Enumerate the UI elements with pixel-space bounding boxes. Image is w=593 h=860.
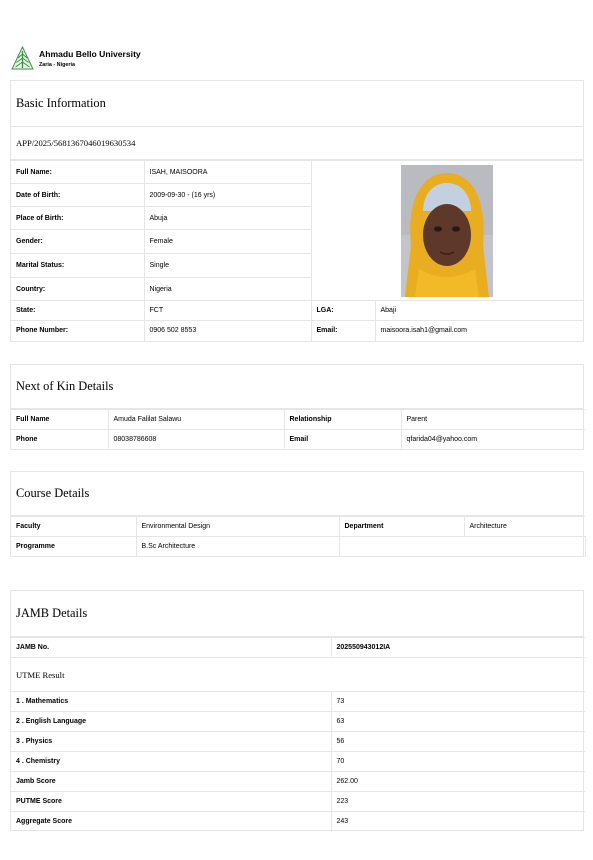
putme-score-value: 223 bbox=[331, 792, 585, 812]
jamb-score-label: Jamb Score bbox=[11, 772, 331, 792]
programme-value: B.Sc Architecture bbox=[136, 537, 339, 557]
subject-score: 70 bbox=[331, 752, 585, 772]
full-name-value: ISAH, MAISOORA bbox=[144, 161, 311, 184]
section-title: JAMB Details bbox=[11, 591, 583, 637]
subject-score: 56 bbox=[331, 732, 585, 752]
gender-label: Gender: bbox=[11, 230, 144, 254]
section-title: Course Details bbox=[11, 472, 583, 516]
putme-score-label: PUTME Score bbox=[11, 792, 331, 812]
basic-information-section bbox=[10, 80, 584, 342]
gender-value: Female bbox=[144, 230, 311, 254]
empty-cell bbox=[339, 537, 585, 557]
email-label: Email: bbox=[311, 321, 375, 341]
subject-name: 4 . Chemistry bbox=[11, 752, 331, 772]
dob-label: Date of Birth: bbox=[11, 184, 144, 207]
section-title: Basic Information bbox=[11, 81, 583, 127]
kin-phone-label: Phone bbox=[11, 430, 108, 450]
department-label: Department bbox=[339, 517, 464, 537]
lga-value: Abaji bbox=[375, 301, 583, 321]
kin-relationship-label: Relationship bbox=[284, 410, 401, 430]
subject-name: 2 . English Language bbox=[11, 712, 331, 732]
next-of-kin-table bbox=[11, 409, 585, 450]
kin-relationship-value: Parent bbox=[401, 410, 585, 430]
country-value: Nigeria bbox=[144, 278, 311, 301]
kin-name-label: Full Name bbox=[11, 410, 108, 430]
jamb-details-section bbox=[10, 590, 584, 831]
dob-value: 2009-09-30 - (16 yrs) bbox=[144, 184, 311, 207]
programme-label: Programme bbox=[11, 537, 136, 557]
jamb-score-value: 262.00 bbox=[331, 772, 585, 792]
pob-value: Abuja bbox=[144, 207, 311, 230]
marital-status-label: Marital Status: bbox=[11, 254, 144, 278]
lga-label: LGA: bbox=[311, 301, 375, 321]
page-header bbox=[11, 44, 311, 70]
section-title: Next of Kin Details bbox=[11, 365, 583, 409]
state-label: State: bbox=[11, 301, 144, 321]
marital-status-value: Single bbox=[144, 254, 311, 278]
kin-email-label: Email bbox=[284, 430, 401, 450]
kin-name-value: Amuda Falilat Salawu bbox=[108, 410, 284, 430]
subject-name: 3 . Physics bbox=[11, 732, 331, 752]
subject-score: 63 bbox=[331, 712, 585, 732]
abu-tree-logo-icon bbox=[11, 46, 34, 70]
aggregate-score-label: Aggregate Score bbox=[11, 812, 331, 832]
kin-email-value: qfarida04@yahoo.com bbox=[401, 430, 585, 450]
university-location: Zaria - Nigeria bbox=[39, 62, 75, 68]
course-details-table bbox=[11, 516, 586, 557]
jamb-number-value: 202550943012IA bbox=[331, 638, 585, 658]
subject-score: 73 bbox=[331, 692, 585, 712]
kin-phone-value: 08038786608 bbox=[108, 430, 284, 450]
passport-photo-cell bbox=[311, 161, 583, 301]
utme-result-heading: UTME Result bbox=[11, 658, 585, 692]
full-name-label: Full Name: bbox=[11, 161, 144, 184]
email-value: maisoora.isah1@gmail.com bbox=[375, 321, 583, 341]
phone-label: Phone Number: bbox=[11, 321, 144, 341]
university-name: Ahmadu Bello University bbox=[39, 49, 141, 59]
course-details-section bbox=[10, 471, 584, 557]
passport-photo bbox=[401, 165, 493, 297]
jamb-number-label: JAMB No. bbox=[11, 638, 331, 658]
phone-value: 0906 502 8553 bbox=[144, 321, 311, 341]
faculty-value: Environmental Design bbox=[136, 517, 339, 537]
country-label: Country: bbox=[11, 278, 144, 301]
department-value: Architecture bbox=[464, 517, 585, 537]
pob-label: Place of Birth: bbox=[11, 207, 144, 230]
faculty-label: Faculty bbox=[11, 517, 136, 537]
next-of-kin-section bbox=[10, 364, 584, 450]
state-value: FCT bbox=[144, 301, 311, 321]
subject-name: 1 . Mathematics bbox=[11, 692, 331, 712]
application-number: APP/2025/5681367046019630534 bbox=[11, 127, 583, 160]
jamb-details-table bbox=[11, 637, 585, 832]
aggregate-score-value: 243 bbox=[331, 812, 585, 832]
basic-info-table bbox=[11, 160, 583, 341]
